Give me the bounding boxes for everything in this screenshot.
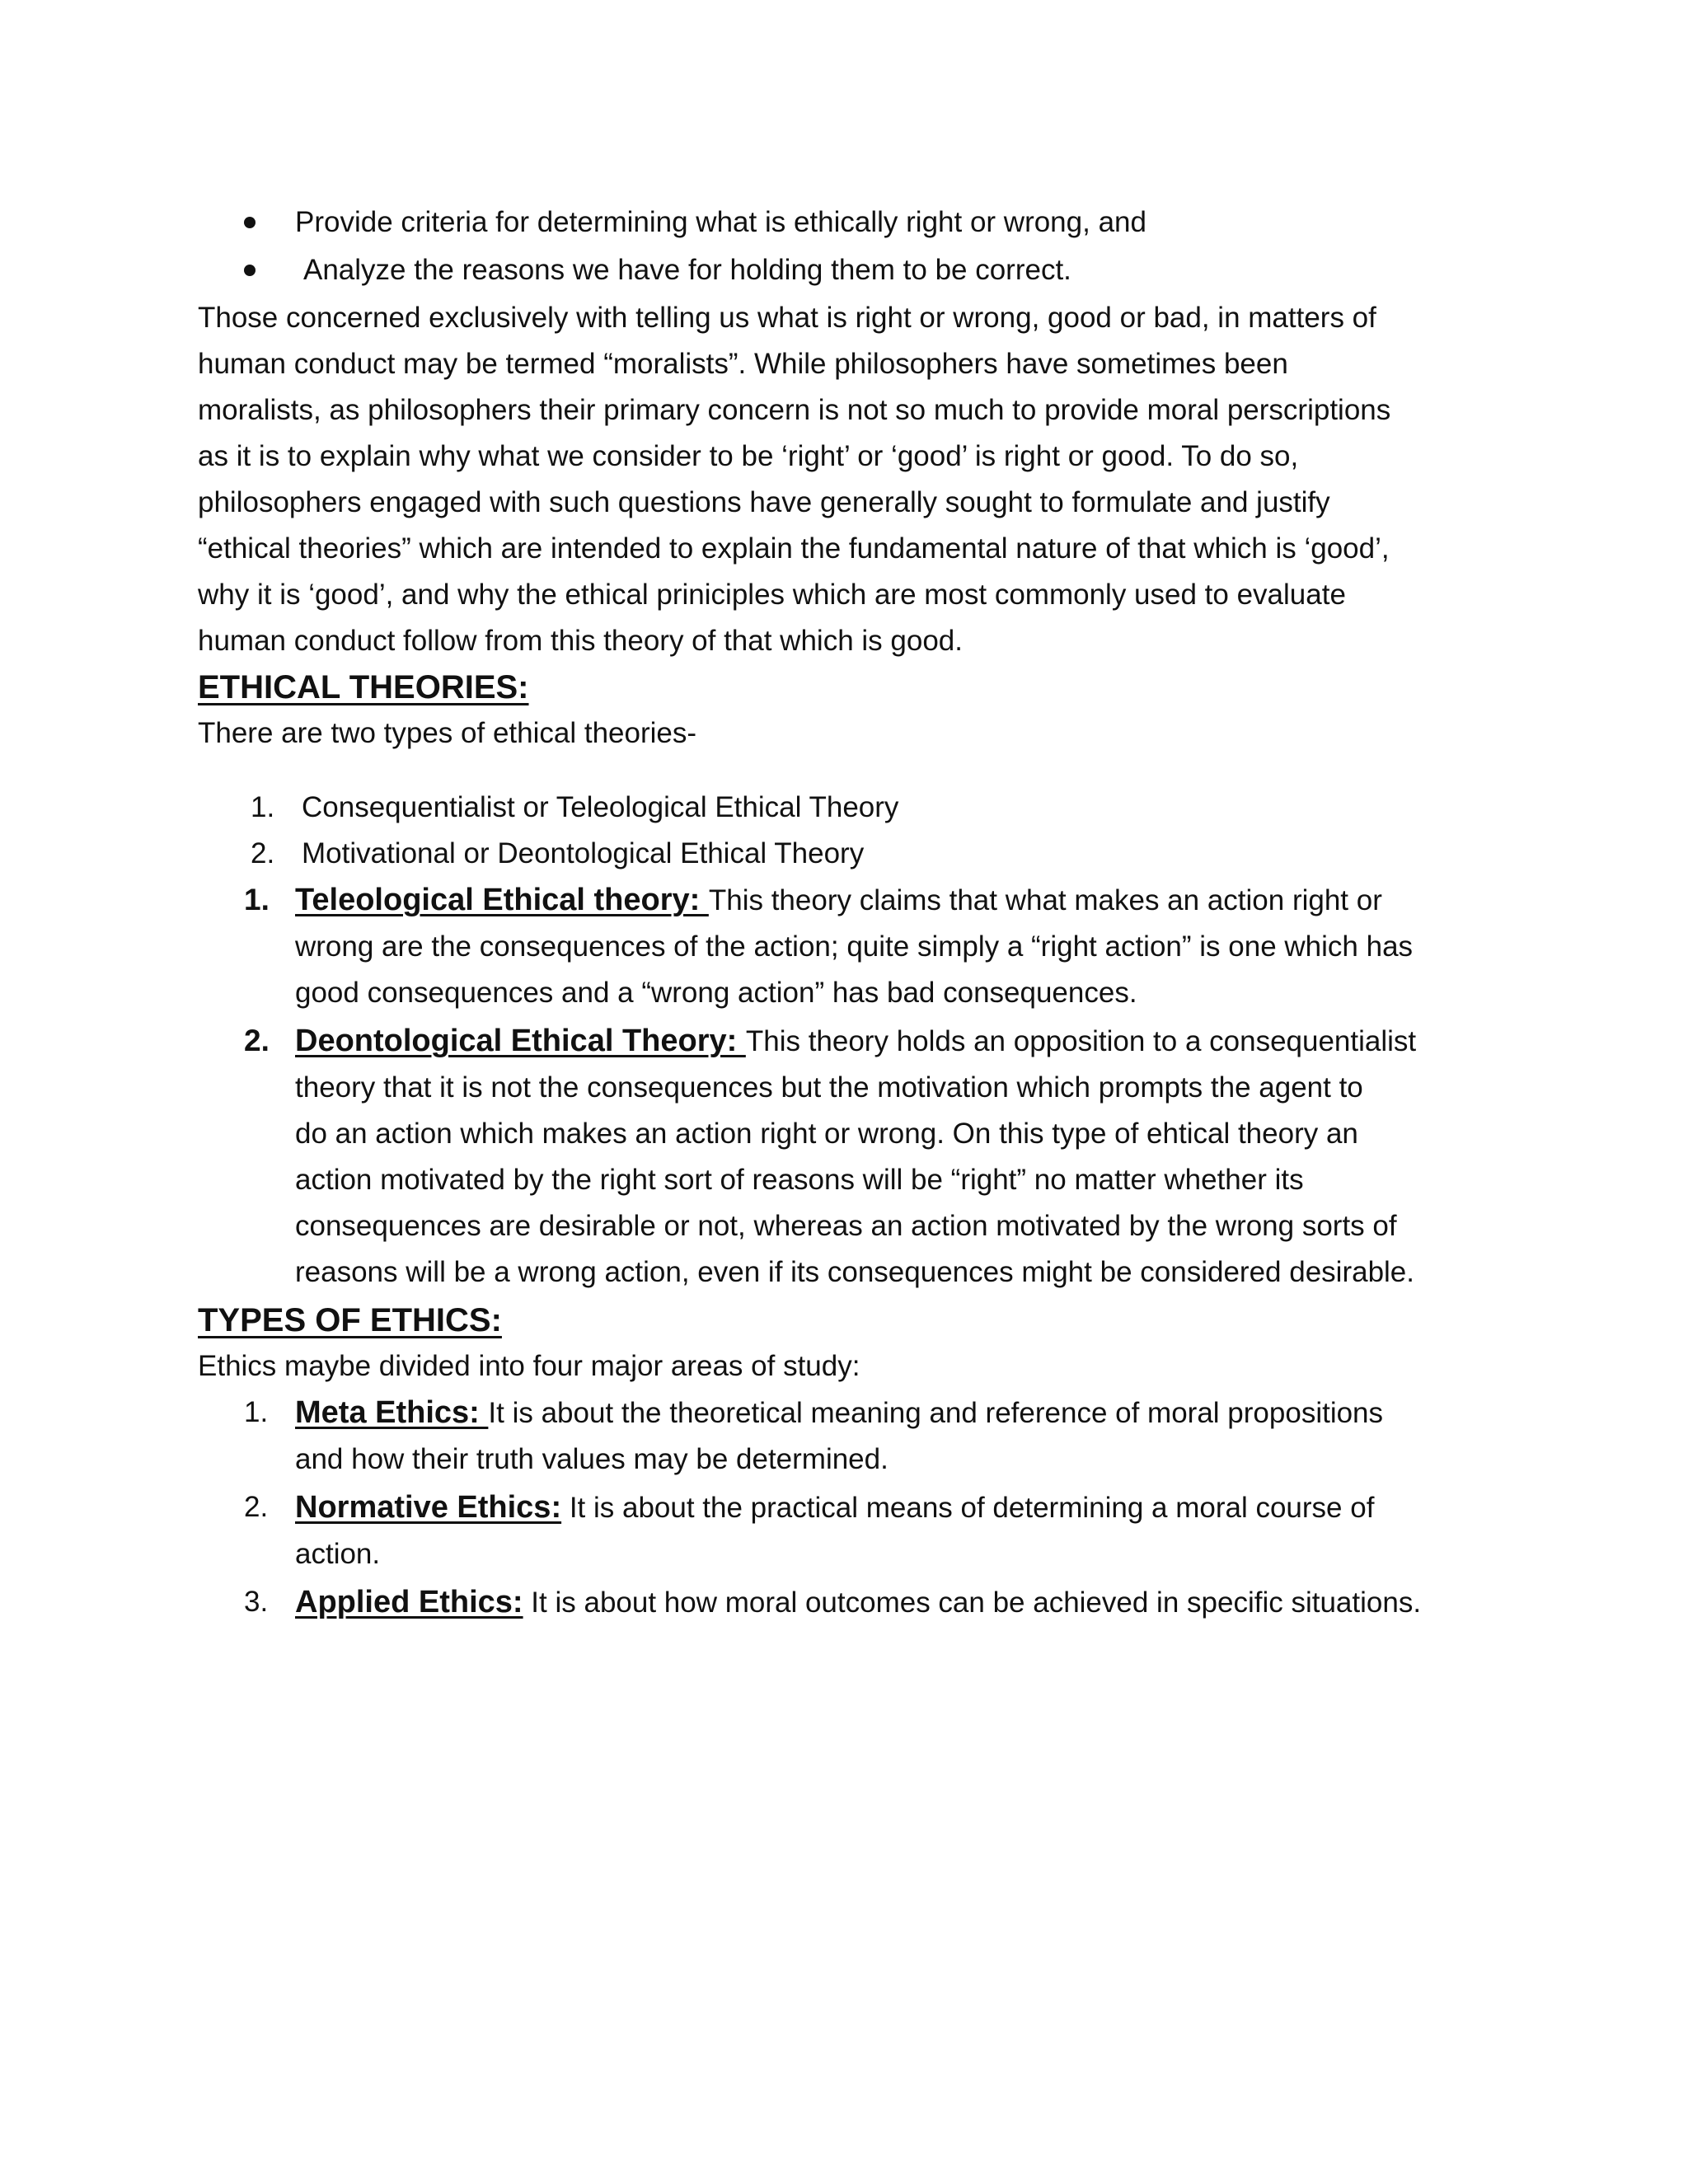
term-label: Deontological Ethical Theory: bbox=[295, 1024, 746, 1058]
list-item-text: Motivational or Deontological Ethical Theory bbox=[302, 837, 865, 869]
term-label: Teleological Ethical theory: bbox=[295, 883, 709, 917]
bullet-dot-icon bbox=[244, 265, 256, 276]
definition-line: wrong are the consequences of the action; quite simply a “right action” is one which has bbox=[295, 930, 1414, 963]
definition-line: do an action which makes an action right or wrong. On this type of ehtical theory an bbox=[295, 1118, 1358, 1150]
ethical-theories-heading: ETHICAL THEORIES: bbox=[198, 669, 529, 705]
types-of-ethics-heading: TYPES OF ETHICS: bbox=[198, 1302, 502, 1338]
page-content bbox=[198, 199, 1500, 1628]
definition-line: and how their truth values may be determined. bbox=[295, 1443, 889, 1475]
term-label: Applied Ethics: bbox=[295, 1585, 523, 1619]
definition-line: This theory claims that what makes an action right or bbox=[708, 884, 1382, 916]
list-number: 2. bbox=[244, 1024, 270, 1057]
definition-line: consequences are desirable or not, whereas an action motivated by the wrong sorts of bbox=[295, 1210, 1397, 1242]
bullet-text: Provide criteria for determining what is ethically right or wrong, and bbox=[295, 206, 1146, 238]
definition-line: good consequences and a “wrong action” has bad consequences. bbox=[295, 977, 1137, 1009]
bullet-item bbox=[198, 199, 1500, 247]
list-item-text: Consequentialist or Teleological Ethical Theory bbox=[302, 791, 899, 823]
bullet-dot-icon bbox=[244, 217, 256, 228]
definition-item-deontological bbox=[198, 1018, 1500, 1296]
paragraph-line: human conduct follow from this theory of that which is good. bbox=[198, 625, 963, 657]
paragraph-line: human conduct may be termed “moralists”. While philosophers have sometimes been bbox=[198, 348, 1288, 380]
ethical-theories-intro: There are two types of ethical theories- bbox=[198, 717, 697, 749]
list-item bbox=[198, 831, 1500, 877]
definition-line: It is about the theoretical meaning and reference of moral propositions bbox=[488, 1397, 1384, 1429]
list-number: 2. bbox=[251, 837, 275, 869]
definition-line: action. bbox=[295, 1538, 381, 1570]
definition-line: It is about how moral outcomes can be achieved in specific situations. bbox=[523, 1586, 1422, 1619]
definition-line: theory that it is not the consequences but the motivation which prompts the agent to bbox=[295, 1071, 1363, 1104]
theory-types-list bbox=[198, 785, 1500, 877]
list-item bbox=[198, 785, 1500, 831]
types-of-ethics-intro: Ethics maybe divided into four major areas of study: bbox=[198, 1350, 860, 1382]
definition-item-teleological bbox=[198, 877, 1500, 1016]
bullet-item bbox=[198, 247, 1500, 295]
term-label: Meta Ethics: bbox=[295, 1395, 489, 1430]
definition-item-applied-ethics bbox=[198, 1579, 1500, 1626]
intro-paragraph bbox=[198, 295, 1500, 664]
list-number: 1. bbox=[251, 791, 275, 823]
criteria-bullet-list bbox=[198, 199, 1500, 295]
list-number: 1. bbox=[244, 883, 270, 916]
paragraph-line: Those concerned exclusively with telling us what is right or wrong, good or bad, in matters of bbox=[198, 302, 1376, 334]
list-number: 2. bbox=[244, 1491, 269, 1523]
definition-line: reasons will be a wrong action, even if its consequences might be considered desirable. bbox=[295, 1256, 1414, 1288]
paragraph-line: moralists, as philosophers their primary concern is not so much to provide moral perscriptions bbox=[198, 394, 1391, 426]
term-label: Normative Ethics: bbox=[295, 1490, 562, 1525]
definition-item-normative-ethics bbox=[198, 1484, 1500, 1577]
theory-definitions-list bbox=[198, 877, 1500, 1296]
definition-item-meta-ethics bbox=[198, 1390, 1500, 1483]
list-number: 1. bbox=[244, 1396, 269, 1428]
bullet-text: Analyze the reasons we have for holding them to be correct. bbox=[303, 254, 1071, 286]
definition-line: This theory holds an opposition to a consequentialist bbox=[745, 1025, 1417, 1057]
paragraph-line: “ethical theories” which are intended to explain the fundamental nature of that which is ‘good’, bbox=[198, 532, 1390, 565]
paragraph-line: why it is ‘good’, and why the ethical priniciples which are most commonly used to evaluate bbox=[198, 579, 1346, 611]
paragraph-line: as it is to explain why what we consider to be ‘right’ or ‘good’ is right or good. To do so, bbox=[198, 440, 1299, 472]
definition-line: action motivated by the right sort of reasons will be “right” no matter whether its bbox=[295, 1164, 1304, 1196]
ethics-areas-list bbox=[198, 1390, 1500, 1626]
definition-line: It is about the practical means of determining a moral course of bbox=[561, 1492, 1375, 1524]
list-number: 3. bbox=[244, 1586, 269, 1618]
paragraph-line: philosophers engaged with such questions have generally sought to formulate and justify bbox=[198, 486, 1330, 518]
